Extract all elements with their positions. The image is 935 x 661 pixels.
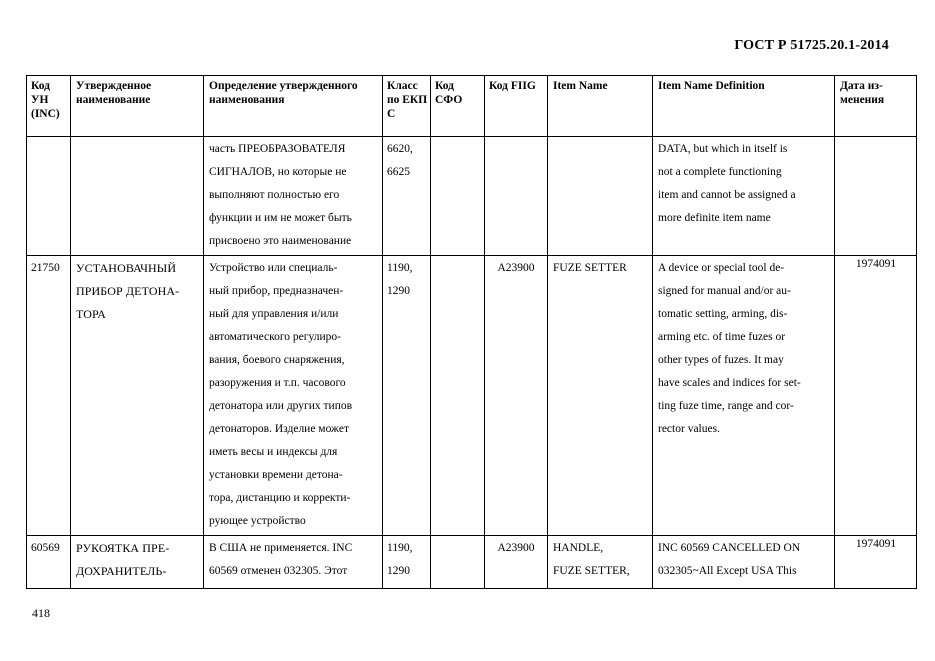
definition-line: разоружения и т.п. часового xyxy=(209,377,346,389)
item-definition-line: arming etc. of time fuzes or xyxy=(658,331,786,343)
definition-line: часть ПРЕОБРАЗОВАТЕЛЯ xyxy=(209,143,346,155)
cell-definition xyxy=(204,536,383,589)
definition-line: автоматического регулиро- xyxy=(209,331,341,343)
definition-line: вания, боевого снаряжения, xyxy=(209,354,345,366)
cell-definition xyxy=(204,137,383,256)
table-header-row xyxy=(27,76,917,137)
ekp-class-line: 1190, xyxy=(387,542,413,554)
inc-value: 60569 xyxy=(31,542,60,554)
col-header-change-date: Дата из-менения xyxy=(835,76,917,137)
inc-value: 21750 xyxy=(31,262,60,274)
cell-item-name-definition xyxy=(653,137,835,256)
item-definition-line: item and cannot be assigned a xyxy=(658,189,796,201)
definition-line: ный для управления и/или xyxy=(209,308,339,320)
cell-sfo-code xyxy=(431,536,485,589)
definition-line: функции и им не может быть xyxy=(209,212,352,224)
document-code: ГОСТ Р 51725.20.1-2014 xyxy=(734,38,889,53)
cell-inc xyxy=(27,536,71,589)
page-number: 418 xyxy=(32,606,50,620)
item-name-line: HANDLE, xyxy=(553,542,604,554)
item-definition-line: signed for manual and/or au- xyxy=(658,285,791,297)
approved-name-line: ТОРА xyxy=(76,307,107,321)
item-definition-line: have scales and indices for set- xyxy=(658,377,801,389)
nomenclature-table xyxy=(26,75,917,589)
ekp-class-line: 1290 xyxy=(387,285,410,297)
approved-name-line: ПРИБОР ДЕТОНА- xyxy=(76,284,180,298)
item-definition-line: rector values. xyxy=(658,423,720,435)
item-definition-line: DATA, but which in itself is xyxy=(658,143,788,155)
col-header-fiig-code: Код FIIG xyxy=(485,76,548,137)
cell-approved-name xyxy=(71,256,204,536)
fiig-code-value xyxy=(485,137,547,140)
cell-ekp-class xyxy=(383,256,431,536)
item-definition-line: INC 60569 CANCELLED ON xyxy=(658,542,801,554)
item-definition-line: 032305~All Except USA This xyxy=(658,565,797,577)
definition-line: детонатора или других типов xyxy=(209,400,353,412)
item-name-line: FUZE SETTER, xyxy=(553,565,630,577)
item-definition-line: other types of fuzes. It may xyxy=(658,354,784,366)
cell-change-date xyxy=(835,536,917,589)
item-definition-line: more definite item name xyxy=(658,212,771,224)
cell-sfo-code xyxy=(431,137,485,256)
cell-item-name xyxy=(548,256,653,536)
ekp-class-line: 1190, xyxy=(387,262,413,274)
fiig-code-value: A23900 xyxy=(497,262,535,274)
cell-approved-name xyxy=(71,137,204,256)
ekp-class-line: 1290 xyxy=(387,565,410,577)
cell-item-name xyxy=(548,536,653,589)
approved-name-line: РУКОЯТКА ПРЕ- xyxy=(76,541,170,555)
cell-definition xyxy=(204,256,383,536)
item-definition-line: tomatic setting, arming, dis- xyxy=(658,308,788,320)
cell-inc xyxy=(27,137,71,256)
cell-inc xyxy=(27,256,71,536)
approved-name-line: ДОХРАНИТЕЛЬ- xyxy=(76,564,167,578)
col-header-approved-name: Утвержденное наименование xyxy=(71,76,204,137)
item-name-line: FUZE SETTER xyxy=(553,262,627,274)
ekp-class-line: 6625 xyxy=(387,166,410,178)
definition-line: детонаторов. Изделие может xyxy=(209,423,349,435)
col-header-definition: Определение утвержденного наименования xyxy=(204,76,383,137)
sfo-code-value xyxy=(431,137,484,140)
cell-change-date xyxy=(835,137,917,256)
definition-line: ный прибор, предназначен- xyxy=(209,285,344,297)
definition-line: установки времени детона- xyxy=(209,469,343,481)
definition-line: присвоено это наименование xyxy=(209,235,352,247)
definition-line: иметь весы и индексы для xyxy=(209,446,338,458)
inc-value xyxy=(27,137,70,140)
definition-line: рующее устройство xyxy=(209,515,306,527)
sfo-code-value xyxy=(431,256,484,259)
definition-line: 60569 отменен 032305. Этот xyxy=(209,565,348,577)
cell-approved-name xyxy=(71,536,204,589)
approved-name-line: УСТАНОВАЧНЫЙ xyxy=(76,261,177,275)
change-date-value xyxy=(835,137,916,140)
item-definition-line: A device or special tool de- xyxy=(658,262,785,274)
definition-line: СИГНАЛОВ, но которые не xyxy=(209,166,347,178)
definition-line: Устройство или специаль- xyxy=(209,262,338,274)
cell-fiig-code xyxy=(485,137,548,256)
col-header-ekp-class: Класс по ЕКП С xyxy=(383,76,431,137)
table-row xyxy=(27,256,917,536)
item-definition-line: ting fuze time, range and cor- xyxy=(658,400,794,412)
fiig-code-value: A23900 xyxy=(497,542,535,554)
sfo-code-value xyxy=(431,536,484,539)
table-row xyxy=(27,137,917,256)
col-header-item-name: Item Name xyxy=(548,76,653,137)
cell-item-name-definition xyxy=(653,536,835,589)
col-header-item-name-definition: Item Name Definition xyxy=(653,76,835,137)
cell-ekp-class xyxy=(383,137,431,256)
cell-fiig-code xyxy=(485,256,548,536)
definition-line: выполняют полностью его xyxy=(209,189,340,201)
col-header-sfo-code: Код СФО xyxy=(431,76,485,137)
table-row xyxy=(27,536,917,589)
cell-ekp-class xyxy=(383,536,431,589)
change-date-value: 1974091 xyxy=(855,258,897,270)
item-definition-line: not a complete functioning xyxy=(658,166,782,178)
cell-change-date xyxy=(835,256,917,536)
definition-line: тора, дистанцию и корректи- xyxy=(209,492,351,504)
col-header-inc: Код УН (INC) xyxy=(27,76,71,137)
cell-item-name xyxy=(548,137,653,256)
change-date-value: 1974091 xyxy=(855,538,897,550)
cell-sfo-code xyxy=(431,256,485,536)
ekp-class-line: 6620, xyxy=(387,143,413,155)
cell-item-name-definition xyxy=(653,256,835,536)
cell-fiig-code xyxy=(485,536,548,589)
definition-line: В США не применяется. INC xyxy=(209,542,353,554)
